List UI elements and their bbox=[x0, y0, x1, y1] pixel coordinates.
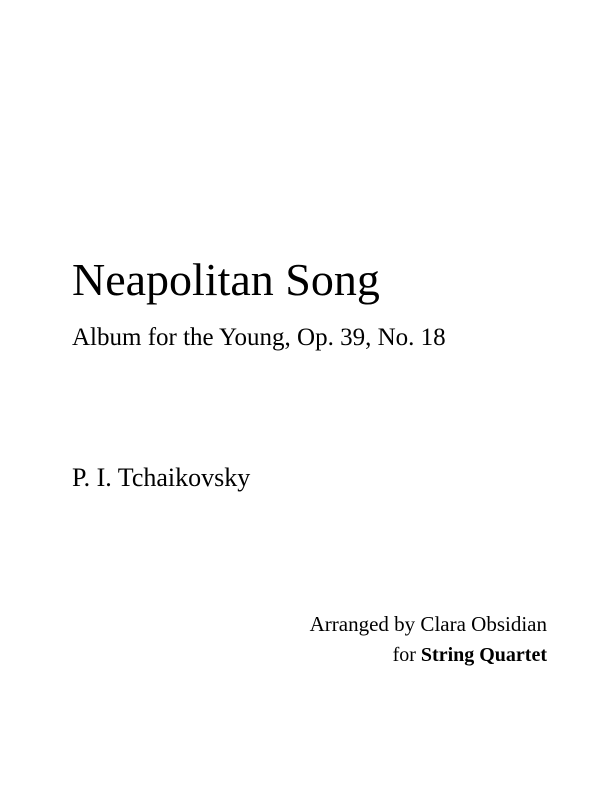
piece-title: Neapolitan Song bbox=[72, 254, 380, 305]
instrumentation-line bbox=[0, 645, 547, 665]
arranger-credit: Arranged by Clara Obsidian bbox=[309, 612, 547, 636]
piece-subtitle: Album for the Young, Op. 39, No. 18 bbox=[72, 324, 446, 351]
instrumentation-name: String Quartet bbox=[420, 644, 547, 666]
instrumentation-prefix: for bbox=[392, 644, 421, 666]
composer-name: P. I. Tchaikovsky bbox=[72, 463, 251, 492]
